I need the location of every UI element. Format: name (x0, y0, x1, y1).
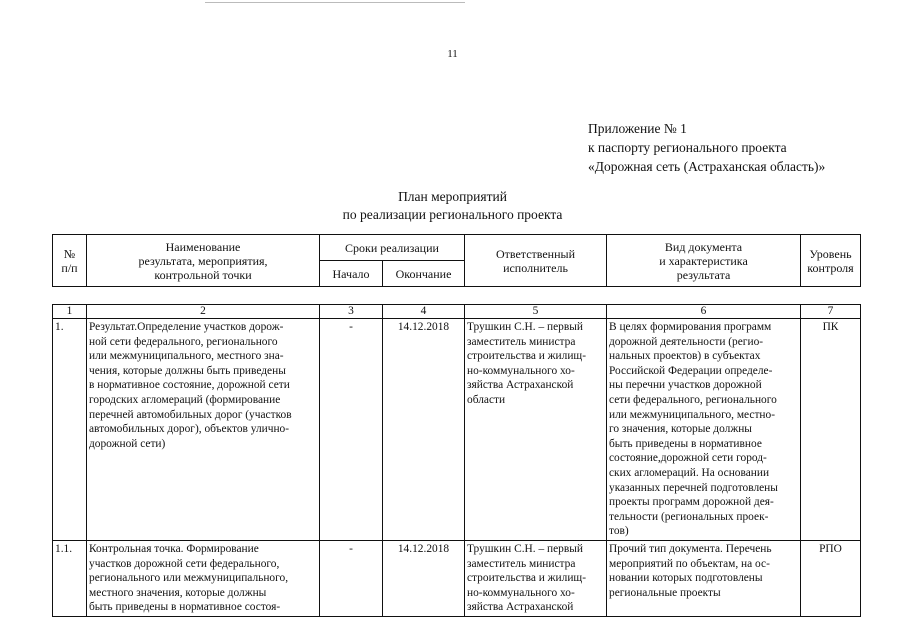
row-doc: В целях формирования программ дорожной деятельности (регио- нальных проектов) в субъектах Российской Федерации определе- ны перечни участков дорожной сети федерального, регионального или межмуниципального, местно- го значения, которые должны быть приведены в нормативное состояние,дорожной сети город- ских агломераций. На основании указанных перечней подготовлены проекты программ дорожной дея- тельности (региональных проек- тов) (607, 319, 801, 541)
row-name: Результат.Определение участков дорож- ной сети федерального, регионального или межмуниципального, местного зна- чения, которые должны быть приведены в нормативное состояние, дорожной сети городских агломераций (формирование перечней автомобильных дорог (участков автомобильных дорог), объектов улично- дорожной сети) (87, 319, 320, 541)
column-number-5: 5 (465, 305, 607, 319)
header-end: Окончание (383, 261, 465, 287)
appendix-line-3: «Дорожная сеть (Астраханская область)» (588, 159, 826, 174)
row-control: ПК (801, 319, 861, 541)
scan-top-line (205, 2, 465, 3)
row-executor: Трушкин С.Н. – первый заместитель министра строительства и жилищ- но-коммунального хо- зяйства Астраханской области (465, 319, 607, 541)
column-number-3: 3 (320, 305, 383, 319)
table-row (53, 541, 861, 617)
document-title (0, 188, 905, 224)
row-control: РПО (801, 541, 861, 617)
row-num: 1. (53, 319, 87, 541)
row-doc: Прочий тип документа. Перечень мероприятий по объектам, на ос- новании которых подготовлены региональные проекты (607, 541, 801, 617)
appendix-block (588, 119, 825, 176)
header-table (52, 234, 861, 287)
header-start: Начало (320, 261, 383, 287)
header-executor: Ответственный исполнитель (465, 235, 607, 287)
row-end: 14.12.2018 (383, 319, 465, 541)
header-control: Уровень контроля (801, 235, 861, 287)
column-number-1: 1 (53, 305, 87, 319)
row-end: 14.12.2018 (383, 541, 465, 617)
header-doc: Вид документа и характеристика результата (607, 235, 801, 287)
row-num: 1.1. (53, 541, 87, 617)
row-start: - (320, 541, 383, 617)
title-line-2: по реализации регионального проекта (342, 207, 563, 222)
title-line-1: План мероприятий (398, 189, 507, 204)
row-start: - (320, 319, 383, 541)
row-executor: Трушкин С.Н. – первый заместитель министра строительства и жилищ- но-коммунального хо- зяйства Астраханской (465, 541, 607, 617)
column-number-row (53, 305, 861, 319)
row-name: Контрольная точка. Формирование участков дорожной сети федерального, регионального или межмуниципального, местного значения, которые должны быть приведены в нормативное состоя- (87, 541, 320, 617)
header-name: Наименование результата, мероприятия, контрольной точки (87, 235, 320, 287)
header-period: Сроки реализации (320, 235, 465, 261)
appendix-line-1: Приложение № 1 (588, 121, 687, 136)
column-number-2: 2 (87, 305, 320, 319)
body-table (52, 304, 861, 617)
page-number: 11 (447, 48, 458, 60)
column-number-7: 7 (801, 305, 861, 319)
appendix-line-2: к паспорту регионального проекта (588, 140, 787, 155)
column-number-4: 4 (383, 305, 465, 319)
column-number-6: 6 (607, 305, 801, 319)
table-row (53, 319, 861, 541)
header-num: № п/п (53, 235, 87, 287)
